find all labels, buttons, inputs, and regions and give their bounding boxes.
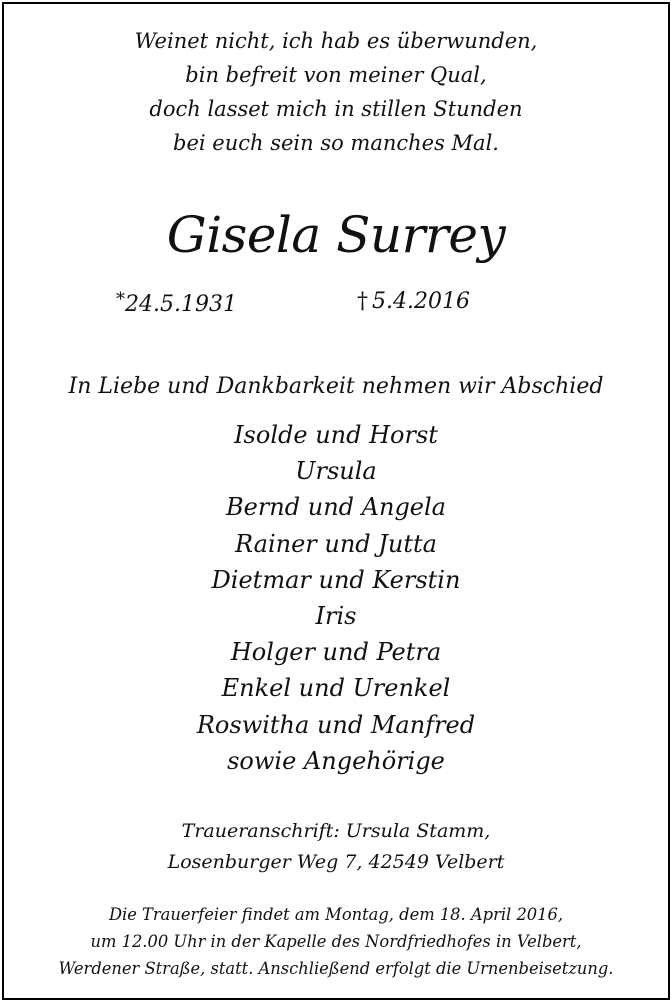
farewell-line: In Liebe und Dankbarkeit nehmen wir Abschied [68, 374, 604, 399]
obituary-frame [2, 2, 670, 1000]
address-line: Traueranschrift: Ursula Stamm, [181, 820, 491, 842]
mourner: Rainer und Jutta [235, 529, 437, 558]
mourning-address [4, 816, 668, 878]
deceased-name: Gisela Surrey [166, 206, 506, 264]
mourner: Enkel und Urenkel [221, 674, 451, 703]
mourner: Bernd und Angela [225, 493, 446, 522]
mourner: Roswitha und Manfred [196, 710, 476, 739]
address-line: Losenburger Weg 7, 42549 Velbert [167, 851, 505, 873]
mourners-list [4, 417, 668, 779]
poem-line: doch lasset mich in stillen Stunden [149, 97, 523, 121]
birth-date-value: 24.5.1931 [125, 292, 237, 317]
death-symbol: † [357, 289, 368, 314]
poem-line: bin befreit von meiner Qual, [185, 63, 487, 87]
poem [4, 24, 668, 160]
poem-line: Weinet nicht, ich hab es überwunden, [134, 29, 538, 53]
funeral-service-info [4, 901, 668, 982]
service-line: Werdener Straße, statt. Anschließend erfolgt die Urnenbeisetzung. [58, 959, 614, 978]
mourner: Iris [315, 602, 357, 631]
death-date [357, 289, 470, 314]
mourner: Holger und Petra [230, 638, 442, 667]
service-line: Die Trauerfeier findet am Montag, dem 18. April 2016, [108, 905, 564, 924]
life-dates [4, 289, 668, 323]
birth-symbol: * [116, 289, 125, 310]
mourner: Ursula [295, 457, 377, 486]
mourner: sowie Angehörige [227, 746, 445, 775]
death-date-value: 5.4.2016 [372, 289, 470, 314]
poem-line: bei euch sein so manches Mal. [173, 131, 499, 155]
birth-date [116, 289, 237, 317]
mourner: Isolde und Horst [234, 421, 438, 449]
service-line: um 12.00 Uhr in der Kapelle des Nordfriedhofes in Velbert, [90, 932, 582, 951]
mourner: Dietmar und Kerstin [211, 565, 461, 594]
